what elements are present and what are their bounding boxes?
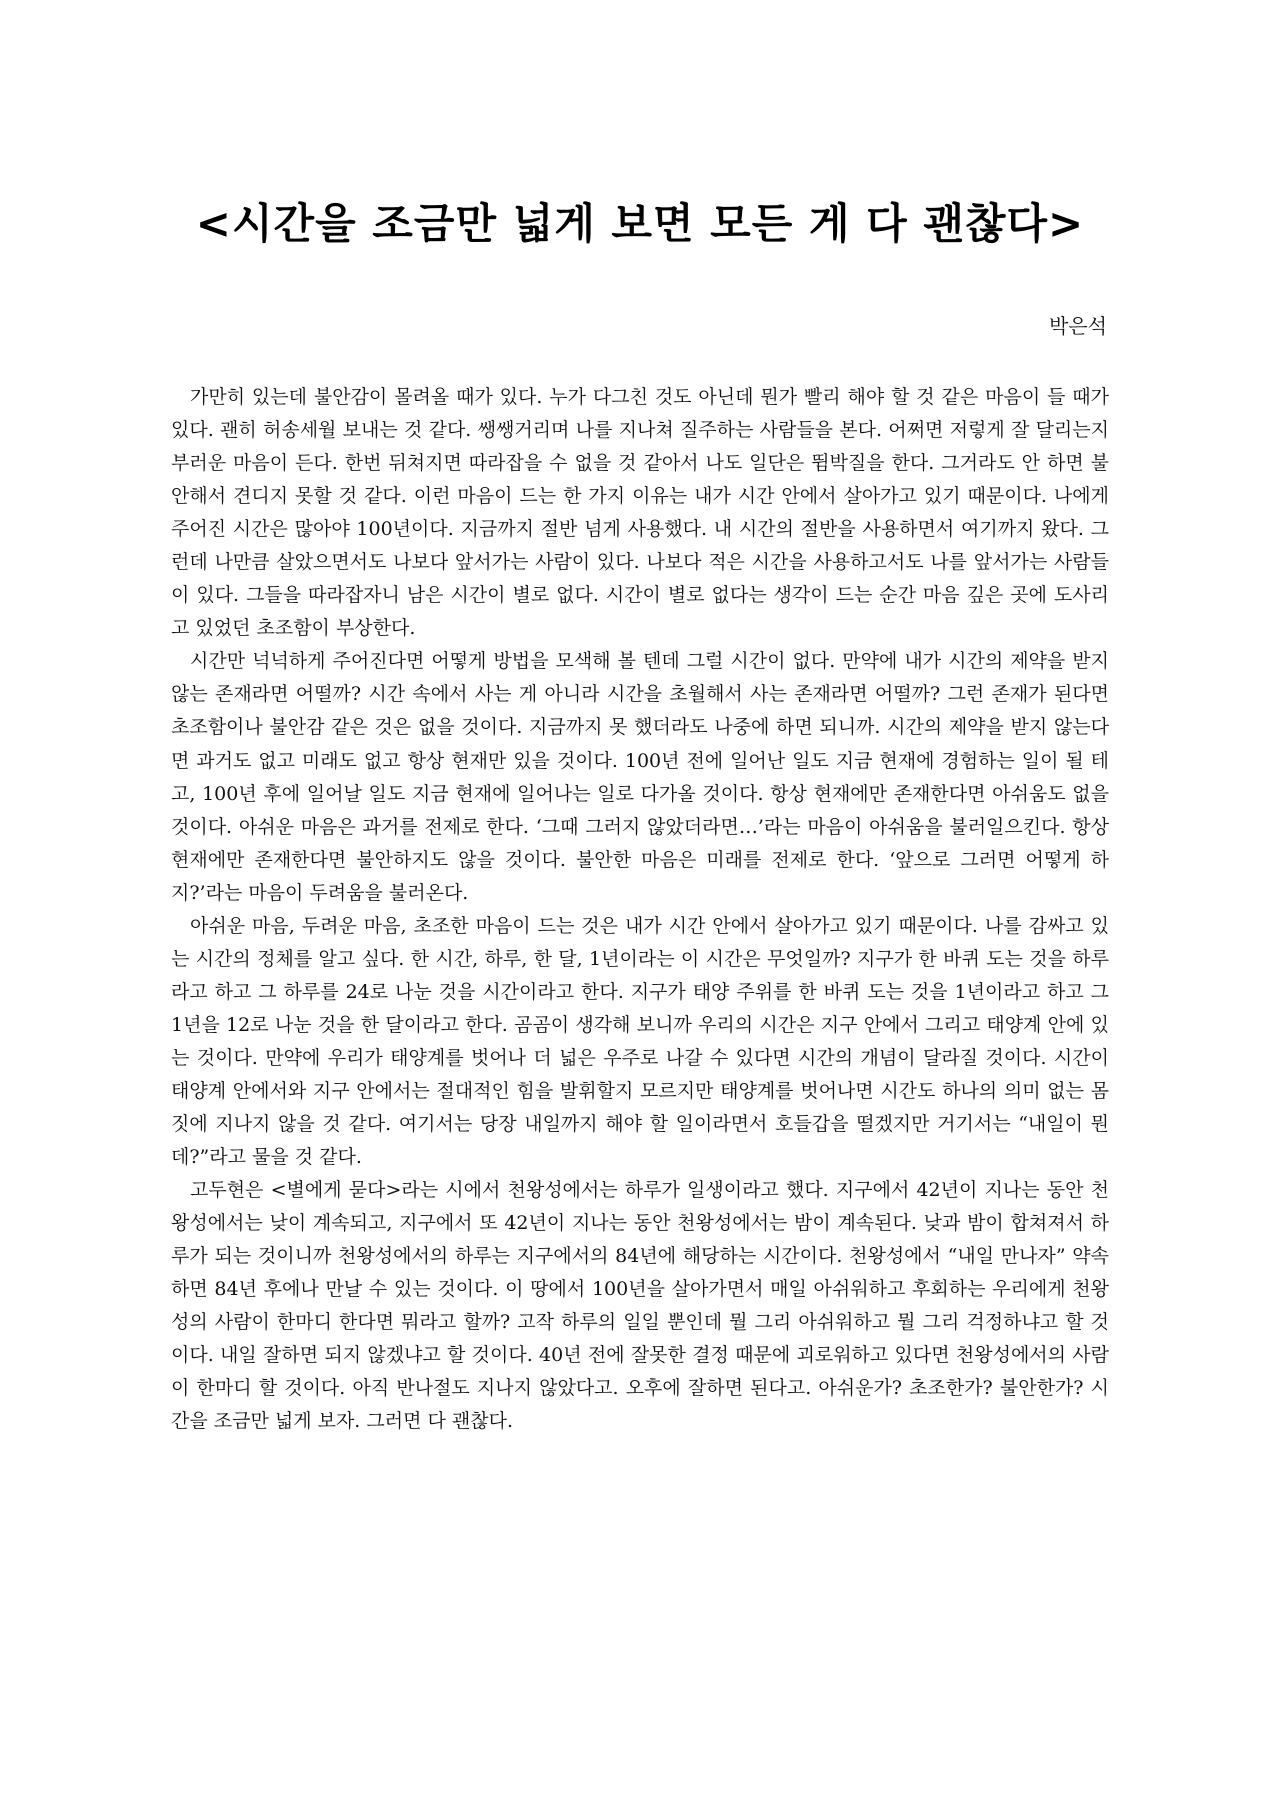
paragraph-1: 가만히 있는데 불안감이 몰려올 때가 있다. 누가 다그친 것도 아닌데 뭔가 빨리 해야 할 것 같은 마음이 들 때가 있다. 괜히 허송세월 보내는 것 같다. 쌩쌩거리며 나를 지나쳐 질주하는 사람들을 본다. 어쩌면 저렇게 잘 달리는지 부러운 마음이 든다. 한번 뒤쳐지면 따라잡을 수 없을 것 같아서 나도 일단은 뜀박질을 한다. 그거라도 안 하면 불안해서 견디지 못할 것 같다. 이런 마음이 드는 한 가지 이유는 내가 시간 안에서 살아가고 있기 때문이다. 나에게 주어진 시간은 많아야 100년이다. 지금까지 절반 넘게 사용했다. 내 시간의 절반을 사용하면서 여기까지 왔다. 그런데 나만큼 살았으면서도 나보다 앞서가는 사람이 있다. 나보다 적은 시간을 사용하고서도 나를 앞서가는 사람들이 있다. 그들을 따라잡자니 남은 시간이 별로 없다. 시간이 별로 없다는 생각이 드는 순간 마음 깊은 곳에 도사리고 있었던 초조함이 부상한다. [171,386,1109,640]
author-name: 박은석 [1049,314,1107,338]
essay-body [171,381,1109,1439]
paragraph-2: 시간만 넉넉하게 주어진다면 어떻게 방법을 모색해 볼 텐데 그럴 시간이 없다. 만약에 내가 시간의 제약을 받지 않는 존재라면 어떨까? 시간 속에서 사는 게 아니라 시간을 초월해서 사는 존재라면 어떨까? 그런 존재가 된다면 초조함이나 불안감 같은 것은 없을 것이다. 지금까지 못 했더라도 나중에 하면 되니까. 시간의 제약을 받지 않는다면 과거도 없고 미래도 없고 항상 현재만 있을 것이다. 100년 전에 일어난 일도 지금 현재에 경험하는 일이 될 테고, 100년 후에 일어날 일도 지금 현재에 일어나는 일로 다가올 것이다. 항상 현재에만 존재한다면 아쉬움도 없을 것이다. 아쉬운 마음은 과거를 전제로 한다. ‘그때 그러지 않았더라면…’라는 마음이 아쉬움을 불러일으킨다. 항상 현재에만 존재한다면 불안하지도 않을 것이다. 불안한 마음은 미래를 전제로 한다. ‘앞으로 그러면 어떻게 하지?’라는 마음이 두려움을 불러온다. [171,650,1109,904]
document-title: <시간을 조금만 넓게 보면 모든 게 다 괜찮다> [195,199,1085,248]
paragraph-3: 아쉬운 마음, 두려운 마음, 초조한 마음이 드는 것은 내가 시간 안에서 살아가고 있기 때문이다. 나를 감싸고 있는 시간의 정체를 알고 싶다. 한 시간, 하루, 한 달, 1년이라는 이 시간은 무엇일까? 지구가 한 바퀴 도는 것을 하루라고 하고 그 하루를 24로 나눈 것을 시간이라고 한다. 지구가 태양 주위를 한 바퀴 도는 것을 1년이라고 하고 그 1년을 12로 나눈 것을 한 달이라고 한다. 곰곰이 생각해 보니까 우리의 시간은 지구 안에서 그리고 태양계 안에 있는 것이다. 만약에 우리가 태양계를 벗어나 더 넓은 우주로 나갈 수 있다면 시간의 개념이 달라질 것이다. 시간이 태양계 안에서와 지구 안에서는 절대적인 힘을 발휘할지 모르지만 태양계를 벗어나면 시간도 하나의 의미 없는 몸짓에 지나지 않을 것 같다. 여기서는 당장 내일까지 해야 할 일이라면서 호들갑을 떨겠지만 거기서는 “내일이 뭔데?”라고 물을 것 같다. [171,914,1109,1169]
paragraph-4: 고두현은 <별에게 묻다>라는 시에서 천왕성에서는 하루가 일생이라고 했다. 지구에서 42년이 지나는 동안 천왕성에서는 낮이 계속되고, 지구에서 또 42년이 지나는 동안 천왕성에서는 밤이 계속된다. 낮과 밤이 합쳐져서 하루가 되는 것이니까 천왕성에서의 하루는 지구에서의 84년에 해당하는 시간이다. 천왕성에서 “내일 만나자” 약속하면 84년 후에나 만날 수 있는 것이다. 이 땅에서 100년을 살아가면서 매일 아쉬워하고 후회하는 우리에게 천왕성의 사람이 한마디 한다면 뭐라고 할까? 고작 하루의 일일 뿐인데 뭘 그리 아쉬워하고 뭘 그리 걱정하냐고 할 것이다. 내일 잘하면 되지 않겠냐고 할 것이다. 40년 전에 잘못한 결정 때문에 괴로워하고 있다면 천왕성에서의 사람이 한마디 할 것이다. 아직 반나절도 지나지 않았다고. 오후에 잘하면 된다고. 아쉬운가? 초조한가? 불안한가? 시간을 조금만 넓게 보자. 그러면 다 괜찮다. [171,1179,1109,1433]
